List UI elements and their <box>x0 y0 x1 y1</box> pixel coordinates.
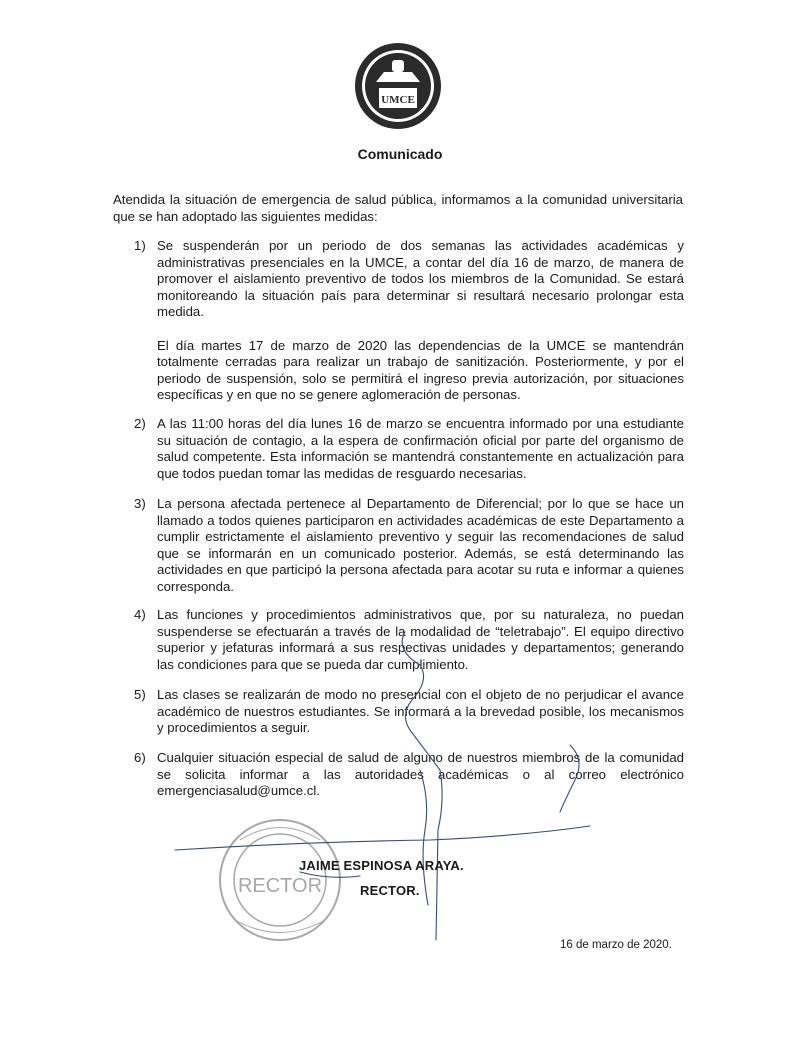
intro-paragraph: Atendida la situación de emergencia de salud pública, informamos a la comunidad universitaria que se han adoptado las siguientes medidas: <box>113 192 683 224</box>
item-paragraph: Cualquier situación especial de salud de alguno de nuestros miembros de la comunidad se solicita informar a las autoridades académicas o al correo electrónico emergenciasalud@umce.cl. <box>157 750 684 799</box>
item-paragraph: El día martes 17 de marzo de 2020 las dependencias de la UMCE se mantendrán totalmente cerradas para realizar un trabajo de sanitización. Posteriormente, y por el periodo de suspensión, solo se permitirá el ingreso previa autorización, por situaciones específicas y en que no se genere aglomeración de personas. <box>157 337 684 403</box>
item-text <box>157 607 684 673</box>
item-number: 4) <box>134 607 146 622</box>
item-text <box>157 750 684 800</box>
item-text <box>157 496 684 596</box>
item-paragraph: Las funciones y procedimientos administrativos que, por su naturaleza, no puedan suspenderse se efectuarán a través de la modalidad de “teletrabajo”. El equipo directivo superior y jefaturas informará a sus respectivas unidades y departamentos; generando las condiciones para que se pueda dar cumplimiento. <box>157 607 684 672</box>
seal-center-text: UMCE <box>381 94 415 106</box>
item-text <box>157 238 684 404</box>
signatory-name: JAIME ESPINOSA ARAYA. <box>299 858 464 873</box>
document-date: 16 de marzo de 2020. <box>560 939 672 951</box>
item-paragraph: La persona afectada pertenece al Departamento de Diferencial; por lo que se hace un llamado a todos quienes participaron en actividades académicas de este Departamento a cumplir estrictamente el aislamiento preventivo y seguir las recomendaciones de salud que se informarán en un comunicado posterior. Además, se está determinando las actividades en que participó la persona afectada para acotar su ruta e informar a quienes corresponda. <box>157 496 684 594</box>
item-text <box>157 687 684 737</box>
item-paragraph: Las clases se realizarán de modo no presencial con el objeto de no perjudicar el avance académico de nuestros estudiantes. Se informará a la brevedad posible, los mecanismos y procedimientos a seguir. <box>157 687 684 736</box>
umce-seal-logo <box>354 42 442 130</box>
item-number: 3) <box>134 496 146 511</box>
item-number: 6) <box>134 750 146 765</box>
item-number: 5) <box>134 687 146 702</box>
item-text <box>157 416 684 482</box>
item-number: 1) <box>134 238 146 253</box>
signatory-title: RECTOR. <box>360 883 420 898</box>
stamp-rector-text: RECTOR <box>237 875 323 897</box>
item-number: 2) <box>134 416 146 431</box>
item-paragraph: Se suspenderán por un periodo de dos semanas las actividades académicas y administrativas presenciales en la UMCE, a contar del día 16 de marzo, de manera de promover el aislamiento preventivo de todos los miembros de la Comunidad. Se estará monitoreando la situación país para determinar si resultará necesario prolongar esta medida. <box>157 238 684 320</box>
item-paragraph: A las 11:00 horas del día lunes 16 de marzo se encuentra informado por una estudiante su situación de contagio, a la espera de confirmación oficial por parte del organismo de salud competente. Esta información se mantendrá constantemente en actualización para que todos puedan tomar las medidas de resguardo necesarias. <box>157 416 684 481</box>
page-title: Comunicado <box>357 146 443 162</box>
rector-stamp <box>220 820 340 940</box>
